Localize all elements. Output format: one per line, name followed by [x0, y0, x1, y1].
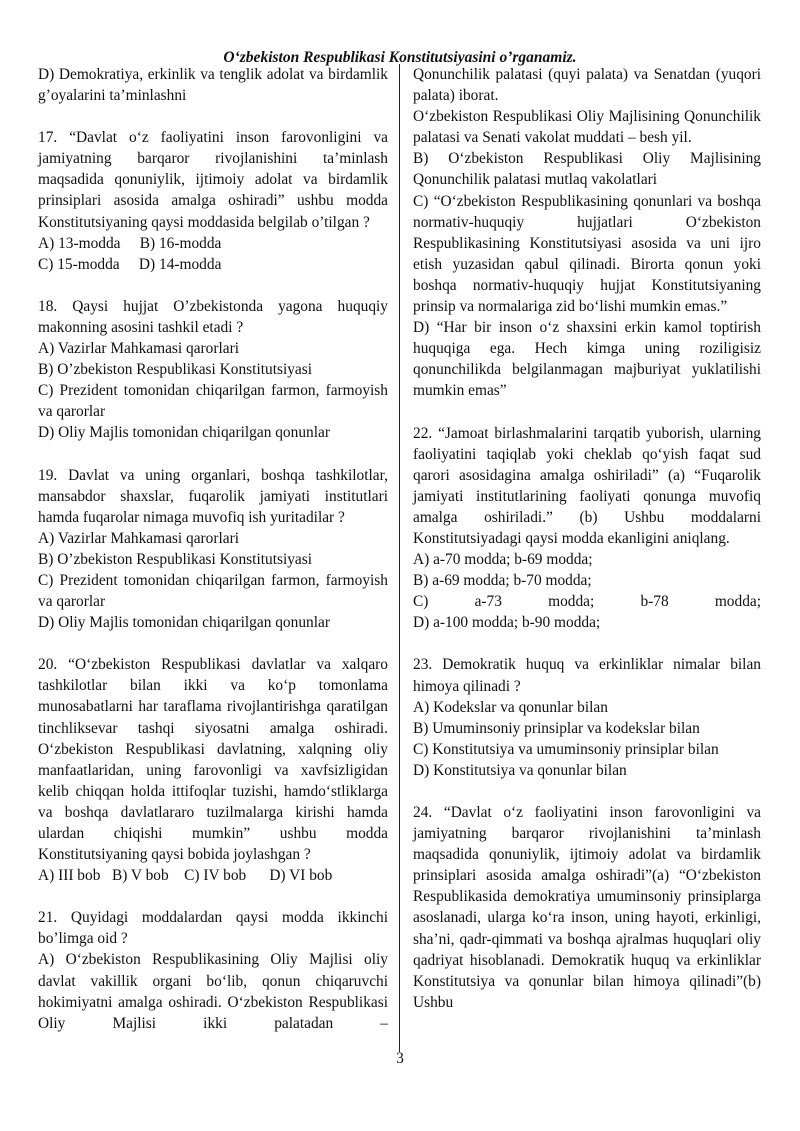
right-column [413, 64, 761, 1013]
options-row [38, 865, 388, 886]
question-text: 23. Demokratik huquq va erkinliklar nimalar bilan himoya qilinadi ? [413, 656, 761, 695]
question-18 [38, 296, 388, 444]
option-a: A) III bob [38, 867, 101, 885]
option-a: A) Vazirlar Mahkamasi qarorlari [38, 529, 239, 547]
question-24 [413, 802, 761, 1013]
option-c: C) “O‘zbekiston Respublikasining qonunlari va boshqa normativ-huquqiy hujjatlari O‘zbekiston Respublikasining Konstitutsiyasi asosida va uni ijro etish yuzasidan qabul qilinadi. Birorta qonun yoki boshqa normativ-huquqiy hujjat Konstitutsiyaning prinsip va normalariga zid bo‘lishi mumkin emas.” [413, 192, 761, 316]
option-d: D) VI bob [269, 867, 333, 885]
option-d: D) a-100 modda; b-90 modda; [413, 614, 601, 632]
question-text: 21. Quyidagi moddalardan qaysi modda ikkinchi bo’limga oid ? [38, 909, 388, 948]
question-19 [38, 465, 388, 634]
question-20 [38, 654, 388, 886]
question-21-continued [413, 64, 761, 402]
question-text: 20. “O‘zbekiston Respublikasi davlatlar va xalqaro tashkilotlar bilan ikki va ko‘p tomonlama munosabatlarni har taraflama rivojlantirishga qaratilgan tinchliksevar tashqi siyosatni amalga oshiradi. O‘zbekiston Respublikasi davlatning, xalqning oliy manfaatlaridan, uning farovonligi va xavfsizligidan kelib chiqqan holda ittifoqlar tuzishi, hamdo‘stliklarga va boshqa davlatlararo tuzilmalarga kirishi hamda ulardan chiqishi mumkin” ushbu modda Konstitutsiyaning qaysi bobida joylashgan ? [38, 656, 388, 864]
question-16-option-d: D) Demokratiya, erkinlik va tenglik adolat va birdamlik g’oyalarini ta’minlashni [38, 66, 388, 105]
option-a: A) 13-modda [38, 234, 121, 252]
option-a: A) Vazirlar Mahkamasi qarorlari [38, 340, 239, 358]
question-text: 17. “Davlat o‘z faoliyatini inson farovonligini va jamiyatning barqaror rivojlanishini ta’minlash maqsadida qonuniylik, ijtimoiy adolat va birdamlik prinsiplari asosida amalga oshiradi” ushbu modda Konstitutsiyaning qaysi moddasida belgilab o’tilgan ? [38, 129, 388, 231]
option-c: C) IV bob [184, 867, 247, 885]
option-a: A) O‘zbekiston Respublikasining Oliy Majlisi oliy davlat vakillik organi bo‘lib, qonun chiqaruvchi hokimiyatni amalga oshiradi. O‘zbekiston Respublikasi Oliy Majlisi ikki palatadan – [38, 951, 388, 1032]
column-divider [399, 64, 400, 1052]
option-c: C) Prezident tomonidan chiqarilgan farmon, farmoyish va qarorlar [38, 571, 388, 611]
option-d: D) 14-modda [138, 255, 222, 273]
option-d: D) Oliy Majlis tomonidan chiqarilgan qonunlar [38, 424, 330, 442]
option-d: D) Oliy Majlis tomonidan chiqarilgan qonunlar [38, 614, 330, 632]
option-b: B) a-69 modda; b-70 modda; [413, 572, 592, 590]
options-row [38, 254, 388, 275]
option-b: B) O’zbekiston Respublikasi Konstitutsiyasi [38, 361, 313, 379]
question-text: 19. Davlat va uning organlari, boshqa tashkilotlar, mansabdor shaxslar, fuqarolik jamiyati institutlari hamda fuqarolar nimaga muvofiq ish yuritadilar ? [38, 466, 388, 526]
option-a: A) Kodekslar va qonunlar bilan [413, 698, 608, 716]
option-c: C) 15-modda [38, 255, 120, 273]
question-17 [38, 127, 388, 275]
option-b: B) 16-modda [139, 234, 222, 252]
page-header: O‘zbekiston Respublikasi Konstitutsiyasini o’rganamiz. [223, 49, 577, 66]
option-c: C) a-73 modda; b-78 modda; [413, 593, 761, 611]
option-d: D) Konstitutsiya va qonunlar bilan [413, 761, 627, 779]
option-a-continued: Qonunchilik palatasi (quyi palata) va Senatdan (yuqori palata) iborat. [413, 66, 761, 105]
option-a: A) a-70 modda; b-69 modda; [413, 551, 593, 569]
left-column [38, 64, 388, 1034]
page-number: 3 [396, 1050, 404, 1067]
option-a-extra: O‘zbekiston Respublikasi Oliy Majlisining Qonunchilik palatasi va Senati vakolat muddati – besh yil. [413, 108, 761, 147]
question-text: 18. Qaysi hujjat O’zbekistonda yagona huquqiy makonning asosini tashkil etadi ? [38, 297, 388, 336]
question-23 [413, 654, 761, 781]
option-b: B) O‘zbekiston Respublikasi Oliy Majlisining Qonunchilik palatasi mutlaq vakolatlari [413, 150, 761, 189]
option-c: C) Prezident tomonidan chiqarilgan farmon, farmoyish va qarorlar [38, 382, 388, 421]
question-22 [413, 423, 761, 634]
question-21 [38, 907, 388, 1034]
option-b: B) V bob [111, 867, 169, 885]
options-row [38, 233, 388, 254]
option-b: B) O’zbekiston Respublikasi Konstitutsiyasi [38, 550, 313, 568]
question-text: 22. “Jamoat birlashmalarini tarqatib yuborish, ularning faoliyatini taqiqlab yoki cheklab qo‘yish faqat sud qarori asosidagina amalga oshiriladi” (a) “Fuqarolik jamiyati institutlarining faoliyati qonunga muvofiq amalga oshiriladi.” (b) Ushbu moddalarni Konstitutsiyadagi qaysi modda ekanligini aniqlang. [413, 424, 761, 547]
option-c: C) Konstitutsiya va umuminsoniy prinsiplar bilan [413, 740, 719, 758]
option-b: B) Umuminsoniy prinsiplar va kodekslar bilan [413, 719, 700, 737]
option-d: D) “Har bir inson o‘z shaxsini erkin kamol toptirish huquqiga ega. Hech kimga uning roziligisiz qonunchilikda belgilanmagan majburiyat yuklatilishi mumkin emas” [413, 319, 761, 400]
question-text: 24. “Davlat o‘z faoliyatini inson farovonligini va jamiyatning barqaror rivojlanishini ta’minlash maqsadida qonuniylik, ijtimoiy adolat va birdamlik prinsiplari asosida amalga oshiradi”(a) “O‘zbekiston Respublikasida demokratiya umuminsoniy prinsiplarga asoslanadi, ularga ko‘ra inson, uning hayoti, erkinligi, sha’ni, qadr-qimmati va boshqa ajralmas huquqlari oliy qadriyat hisoblanadi. Demokratik huquq va erkinliklar Konstitutsiya va qonunlar bilan himoya qilinadi”(b) Ushbu [413, 804, 761, 1011]
